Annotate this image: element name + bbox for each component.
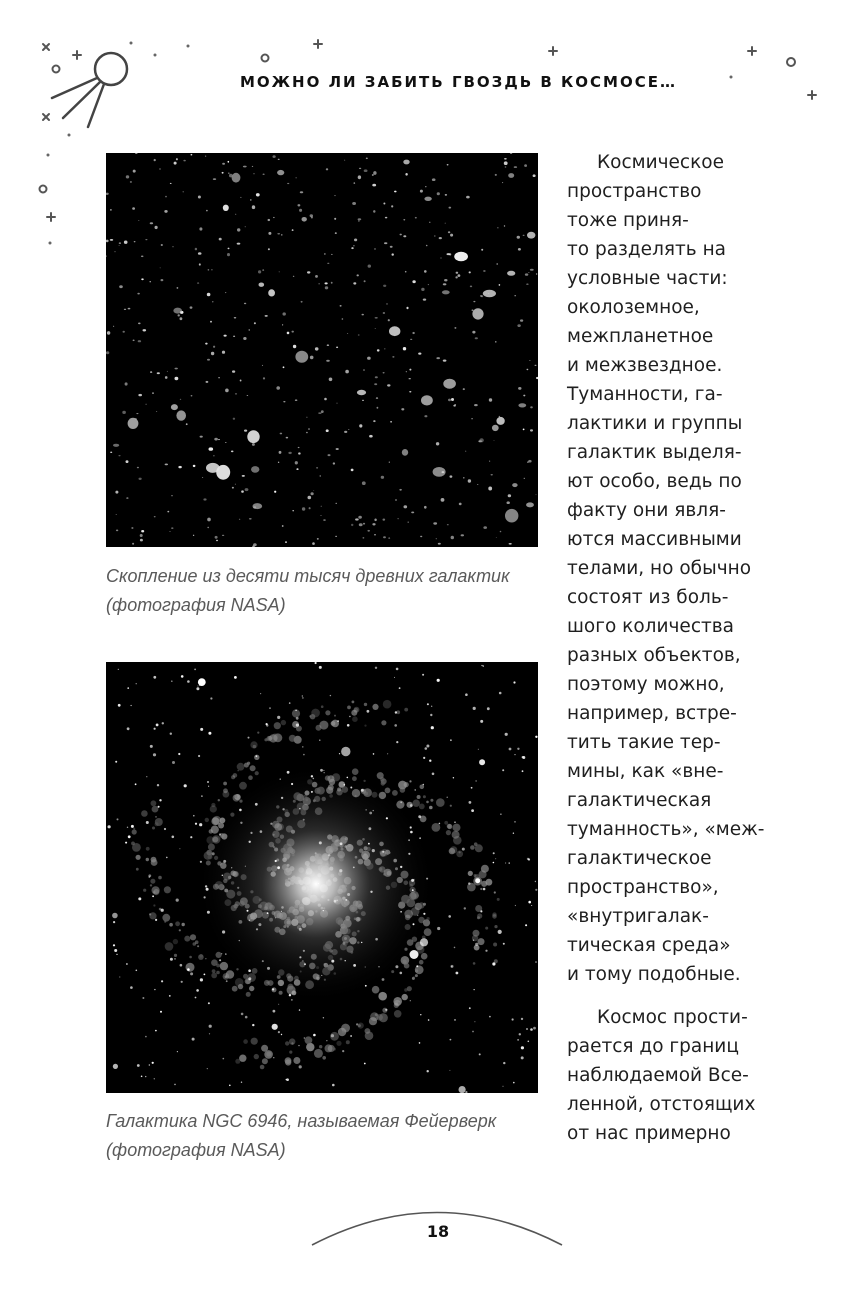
text-line: «внутригалак- <box>567 906 709 927</box>
text-line: ленной, отстоящих <box>567 1094 756 1115</box>
text-line: ют особо, ведь по <box>567 471 742 492</box>
text-line: от нас примерно <box>567 1123 731 1144</box>
caption-line: Скопление из десяти тысяч древних галактик <box>106 566 510 586</box>
text-line: тить такие тер- <box>567 732 721 753</box>
text-line: Туманности, га- <box>567 384 723 405</box>
text-line: лактики и группы <box>567 413 743 434</box>
galaxy-cluster-photo <box>106 153 538 547</box>
text-line: межпланетное <box>567 326 714 347</box>
text-line: состоят из боль- <box>567 587 729 608</box>
text-line: галактическая <box>567 790 712 811</box>
text-line: наблюдаемой Все- <box>567 1065 749 1086</box>
text-line: мины, как «вне- <box>567 761 724 782</box>
satellite-icon <box>52 53 127 127</box>
figure-caption-2 <box>106 1107 546 1165</box>
body-text-column <box>567 148 837 1148</box>
caption-line: (фотография NASA) <box>106 1140 286 1160</box>
text-line: Космос прости- <box>597 1007 748 1028</box>
text-line: поэтому можно, <box>567 674 725 695</box>
paragraph-2 <box>567 1003 837 1148</box>
caption-line: (фотография NASA) <box>106 595 286 615</box>
text-line: телами, но обычно <box>567 558 752 579</box>
text-line: шого количества <box>567 616 735 637</box>
text-line: ются массивными <box>567 529 742 550</box>
text-line: галактик выделя- <box>567 442 742 463</box>
text-line: галактическое <box>567 848 712 869</box>
caption-line: Галактика NGC 6946, называемая Фейерверк <box>106 1111 497 1131</box>
figure-caption-1 <box>106 562 546 620</box>
text-line: разных объектов, <box>567 645 741 666</box>
text-line: Космическое <box>597 152 724 173</box>
text-line: тическая среда» <box>567 935 731 956</box>
text-line: и межзвездное. <box>567 355 723 376</box>
text-line: туманность», «меж- <box>567 819 765 840</box>
text-line: пространство <box>567 181 702 202</box>
text-line: например, встре- <box>567 703 737 724</box>
text-line: и тому подобные. <box>567 964 741 985</box>
text-line: условные части: <box>567 268 728 289</box>
text-line: пространство», <box>567 877 719 898</box>
running-title: МОЖНО ЛИ ЗАБИТЬ ГВОЗДЬ В КОСМОСЕ… <box>240 73 677 91</box>
spiral-galaxy-photo <box>106 662 538 1093</box>
paragraph-1 <box>567 148 837 989</box>
text-line: то разделять на <box>567 239 727 260</box>
text-line: тоже приня- <box>567 210 689 231</box>
text-line: факту они явля- <box>567 500 726 521</box>
text-line: рается до границ <box>567 1036 739 1057</box>
text-line: околоземное, <box>567 297 700 318</box>
page-number: 18 <box>426 1222 450 1241</box>
